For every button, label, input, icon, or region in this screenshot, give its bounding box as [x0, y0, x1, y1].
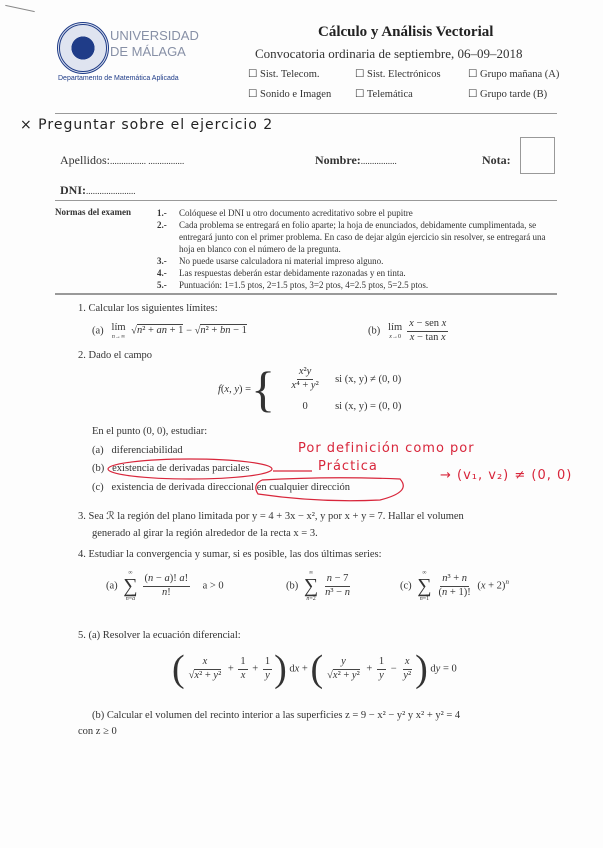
checkbox-grupo-manana[interactable]: ☐ Grupo mañana (A): [468, 69, 560, 80]
checkbox-label: Sist. Telecom.: [260, 69, 320, 80]
item-label: (b): [368, 325, 381, 337]
circle-mark: [108, 459, 272, 479]
rules-label: Normas del examen: [55, 207, 131, 217]
question-5b: (b) Calcular el volumen del recinto interior a las superficies z = 9 − x² − y² y x² + y² = 4: [92, 710, 461, 721]
question-3: [78, 508, 464, 542]
checkbox-sonido-imagen[interactable]: ☐ Sonido e Imagen: [248, 89, 332, 100]
nombre-label: Nombre:: [315, 153, 361, 167]
dni-dots: ......................: [86, 186, 136, 196]
item-text: existencia de derivadas parciales: [112, 463, 250, 474]
math-formula: lím x→0: [388, 322, 403, 340]
item-label: (a): [106, 580, 118, 592]
department-name: Departamento de Matemática Aplicada: [58, 75, 179, 82]
rule-number: 1.-: [157, 208, 167, 218]
rule-number: 3.-: [157, 256, 167, 266]
checkbox-label: Sist. Electrónicos: [367, 69, 441, 80]
condition: si (x, y) ≠ (0, 0): [335, 374, 402, 385]
question-text: generado al girar la región alrededor de la recta x = 3.: [92, 528, 318, 539]
course-title: Cálculo y Análisis Vectorial: [318, 24, 494, 40]
item-label: (b): [286, 580, 299, 592]
condition: si (x, y) = (0, 0): [335, 400, 402, 412]
series-condition: a > 0: [202, 580, 224, 592]
dni-label: DNI:: [60, 183, 86, 197]
rule-text: Cada problema se entregará en folio aparte; la hoja de enunciados, debidamente cumplimentada, se entregará junto con el primer problema. En caso de dejar algún ejercicio sin resolver, se entregará una hoja en blanco con el número de la pregunta.: [179, 220, 546, 254]
checkbox-sist-electronicos[interactable]: ☐ Sist. Electrónicos: [355, 69, 441, 80]
nota-label: Nota:: [482, 153, 511, 167]
checkbox-grupo-tarde[interactable]: ☐ Grupo tarde (B): [468, 89, 548, 100]
item-label: (b): [92, 463, 105, 474]
checkbox-telematica[interactable]: ☐ Telemática: [355, 89, 413, 100]
question-text: 3. Sea ℛ la región del plano limitada por y = 4 + 3x − x², y por x + y = 7. Hallar el volumen: [78, 511, 464, 522]
checkbox-label: Sonido e Imagen: [260, 89, 332, 100]
item-label: (c): [92, 482, 104, 493]
university-name-line2: DE MÁLAGA: [110, 44, 186, 59]
series-c: (c) ∞ ∑ n=1 $\frac{\text{n³ + n}}{(n + 1)!}$ $(x + 2)^n$: [400, 570, 509, 602]
rule-number: 4.-: [157, 268, 167, 278]
question-5a: 5. (a) Resolver la ecuación diferencial:: [78, 630, 241, 641]
apellidos-label: Apellidos:: [60, 153, 110, 167]
question-2: 2. Dado el campo: [78, 350, 153, 361]
handwritten-annotation: → (v₁, v₂) ≠ (0, 0): [440, 468, 573, 483]
checkbox-sist-telecom[interactable]: ☐ Sist. Telecom.: [248, 69, 320, 80]
rule-text: No puede usarse calculadora ni material impreso alguno.: [179, 256, 384, 266]
exam-subtitle: Convocatoria ordinaria de septiembre, 06–09–2018: [255, 46, 523, 61]
university-name-line1: UNIVERSIDAD: [110, 28, 199, 43]
question-1a: (a) lím n→∞ √n² + an + 1 − √n² + bn − 1: [92, 322, 247, 340]
handwritten-note: × Preguntar sobre el ejercicio 2: [20, 117, 274, 133]
item-label: (c): [400, 580, 412, 592]
apellidos-dots: ................ ................: [110, 156, 185, 166]
item-text: existencia de derivada direccional en cualquier dirección: [111, 482, 350, 493]
checkbox-label: Grupo tarde (B): [480, 89, 548, 100]
question-2-intro: En el punto (0, 0), estudiar:: [92, 426, 208, 437]
math-formula: lím n→∞: [111, 322, 126, 340]
rule-number: 5.-: [157, 280, 167, 290]
rule-text: Puntuación: 1=1.5 ptos, 2=1.5 ptos, 3=2 ptos, 4=2.5 ptos, 5=2.5 ptos.: [179, 280, 429, 290]
item-label: (a): [92, 445, 104, 456]
field-definition: f(x, y) = { $\frac{\text{x²y}}{\text{x⁴ + y²}}$ si (x, y) ≠ (0, 0) 0 si (x, y) = (0, 0): [218, 361, 402, 417]
checkbox-label: Grupo mañana (A): [480, 69, 560, 80]
rule-text: Colóquese el DNI u otro documento acreditativo sobre el pupitre: [179, 208, 413, 218]
item-text: diferenciabilidad: [111, 445, 183, 456]
question-4: 4. Estudiar la convergencia y sumar, si es posible, las dos últimas series:: [78, 549, 382, 560]
rule-number: 2.-: [157, 220, 167, 230]
question-1: 1. Calcular los siguientes límites:: [78, 303, 218, 314]
checkbox-label: Telemática: [366, 89, 413, 100]
series-a: (a) ∞ ∑ n=a $\frac{(n - a)! a!}{n!}$ a > 0: [106, 570, 224, 602]
rule-text: Las respuestas deberán estar debidamente razonadas y en tinta.: [179, 268, 406, 278]
question-5b-cont: con z ≥ 0: [78, 726, 117, 737]
nombre-dots: ................: [360, 156, 397, 166]
circle-mark: [256, 478, 404, 501]
differential-equation: ( $\frac{x}{\text{√x² + y²}}$ + $\frac{1}{x}$ + $\frac{1}{y}$ ) dx + ( $\frac{y}{\text{√x² + y²}}$ + $\frac{1}{y}$ − $\frac{x}{\text{y²}}$ ) dy = 0: [172, 648, 457, 690]
item-label: (a): [92, 325, 104, 337]
handwritten-annotation: Por definición como por: [298, 441, 475, 456]
handwritten-annotation: Práctica: [318, 459, 378, 474]
series-b: (b) ∞ ∑ n=2 $\frac{n - 7}{\text{n³ − n}}$: [286, 570, 350, 602]
question-1b: (b) lím x→0 $\frac{\text{x − sen x}}{\text{x − tan x}}$: [368, 318, 447, 343]
